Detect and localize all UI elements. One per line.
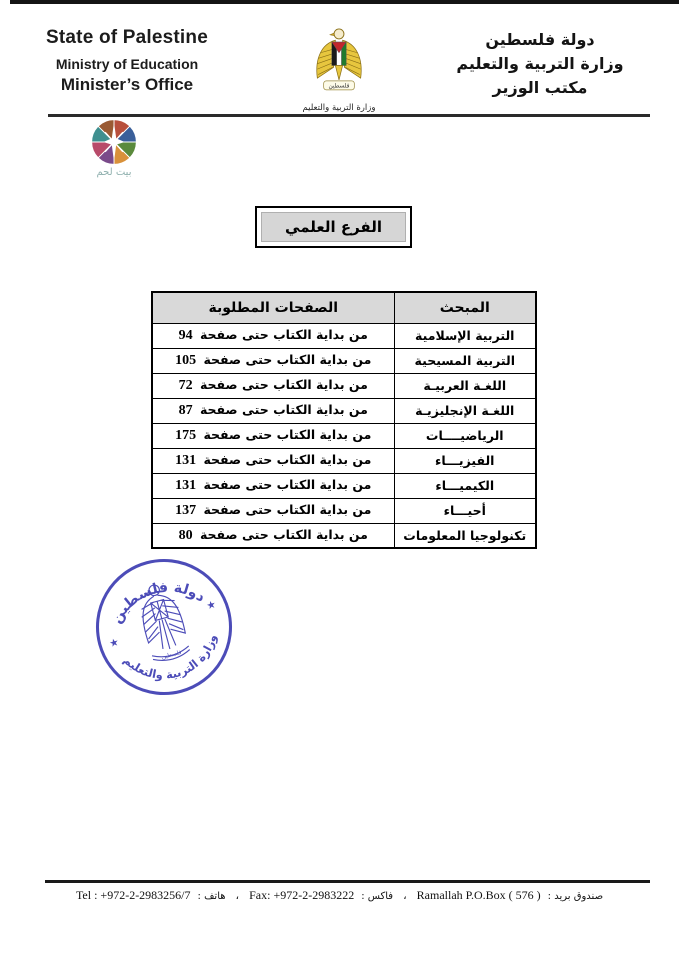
page-number: 137: [175, 503, 197, 518]
table-row: [152, 323, 536, 348]
page-number: 131: [175, 453, 197, 468]
fax-number: Fax: +972-2-2983222: [249, 888, 355, 902]
ministry-emblem-block: [300, 24, 378, 113]
page-number: 131: [175, 478, 197, 493]
palestine-eagle-emblem-icon: [306, 24, 372, 98]
bethlehem-logo-block: [86, 117, 142, 178]
pages-cell: من بداية الكتاب حتى صفحة 131: [152, 473, 394, 498]
table-row: [152, 498, 536, 523]
subject-cell: أحيـــاء: [394, 498, 536, 523]
subject-cell: الرياضيــــات: [394, 423, 536, 448]
table-row: [152, 373, 536, 398]
subject-cell: الفيزيـــاء: [394, 448, 536, 473]
pobox-text: Ramallah P.O.Box ( 576 ): [416, 888, 541, 902]
arabic-office-title: مكتب الوزير: [492, 78, 588, 97]
state-of-palestine-title: State of Palestine: [46, 27, 208, 48]
tel-label-arabic: هاتف :: [197, 891, 226, 902]
ministry-of-education-title: Ministry of Education: [55, 56, 199, 72]
arabic-state-title: دولة فلسطين: [485, 30, 595, 49]
section-title-box: [255, 206, 412, 248]
subject-cell: تكنولوجيا المعلومات: [394, 523, 536, 548]
stamp-bottom-text: وزارة التربية والتعليم: [120, 632, 220, 682]
header-english-block: [38, 27, 216, 95]
ministry-round-stamp-icon: [88, 550, 240, 704]
subjects-pages-table: [151, 291, 537, 549]
page-number: 80: [178, 527, 193, 543]
bethlehem-logo-caption: بيت لحم: [96, 167, 132, 178]
footer-divider-rule: [45, 880, 650, 883]
pages-column-header: الصفحات المطلوبة: [152, 292, 394, 323]
stamp-banner-text: فلسطين: [160, 649, 183, 661]
subject-cell: التربية المسيحية: [394, 348, 536, 373]
subject-cell: الكيميـــاء: [394, 473, 536, 498]
tel-number: Tel : +972-2-2983256/7: [75, 888, 191, 902]
separator-comma: ،: [403, 890, 407, 902]
page-number: 105: [175, 353, 197, 368]
page-number: 175: [175, 428, 197, 443]
emblem-banner-text: فلسطين: [328, 83, 350, 90]
pages-cell: من بداية الكتاب حتى صفحة 105: [152, 348, 394, 373]
table-row: [152, 423, 536, 448]
stamp-star-right-icon: ★: [205, 598, 218, 613]
ministry-stamp-block: [88, 550, 240, 708]
separator-comma: ،: [235, 890, 240, 902]
subject-column-header: المبحث: [394, 292, 536, 323]
table-header-row: [152, 292, 536, 323]
table-row: [152, 398, 536, 423]
table-row: [152, 473, 536, 498]
page-number: 87: [178, 403, 193, 418]
pages-cell: من بداية الكتاب حتى صفحة 80: [152, 523, 394, 548]
arabic-ministry-title: وزارة التربية والتعليم: [456, 54, 624, 73]
emblem-caption: وزارة التربية والتعليم: [302, 103, 376, 113]
pages-cell: من بداية الكتاب حتى صفحة 72: [152, 373, 394, 398]
ministers-office-title: Minister’s Office: [60, 75, 194, 94]
subject-cell: اللغـة الإنجليزيـة: [394, 398, 536, 423]
bethlehem-2000-logo-icon: [88, 117, 140, 167]
pages-cell: من بداية الكتاب حتى صفحة 131: [152, 448, 394, 473]
table-row: [152, 523, 536, 548]
pages-cell: من بداية الكتاب حتى صفحة 175: [152, 423, 394, 448]
pages-cell: من بداية الكتاب حتى صفحة 87: [152, 398, 394, 423]
subject-cell: اللغـة العربيـة: [394, 373, 536, 398]
pobox-label-arabic: صندوق بريد :: [547, 891, 604, 902]
stamp-star-left-icon: ★: [108, 636, 121, 651]
stamp-top-text: دولة فلسطين: [108, 579, 208, 627]
header-arabic-block: [440, 28, 640, 100]
scan-edge-bar: [10, 0, 679, 4]
table-row: [152, 448, 536, 473]
page-number: 72: [178, 378, 193, 393]
subject-cell: التربية الإسلامية: [394, 323, 536, 348]
page-number: 94: [178, 328, 193, 343]
pages-cell: من بداية الكتاب حتى صفحة 137: [152, 498, 394, 523]
pages-cell: من بداية الكتاب حتى صفحة 94: [152, 323, 394, 348]
table-row: [152, 348, 536, 373]
section-title: الفرع العلمي: [261, 212, 406, 242]
fax-label-arabic: فاكس :: [361, 891, 394, 902]
footer-contact-line: [0, 888, 679, 903]
